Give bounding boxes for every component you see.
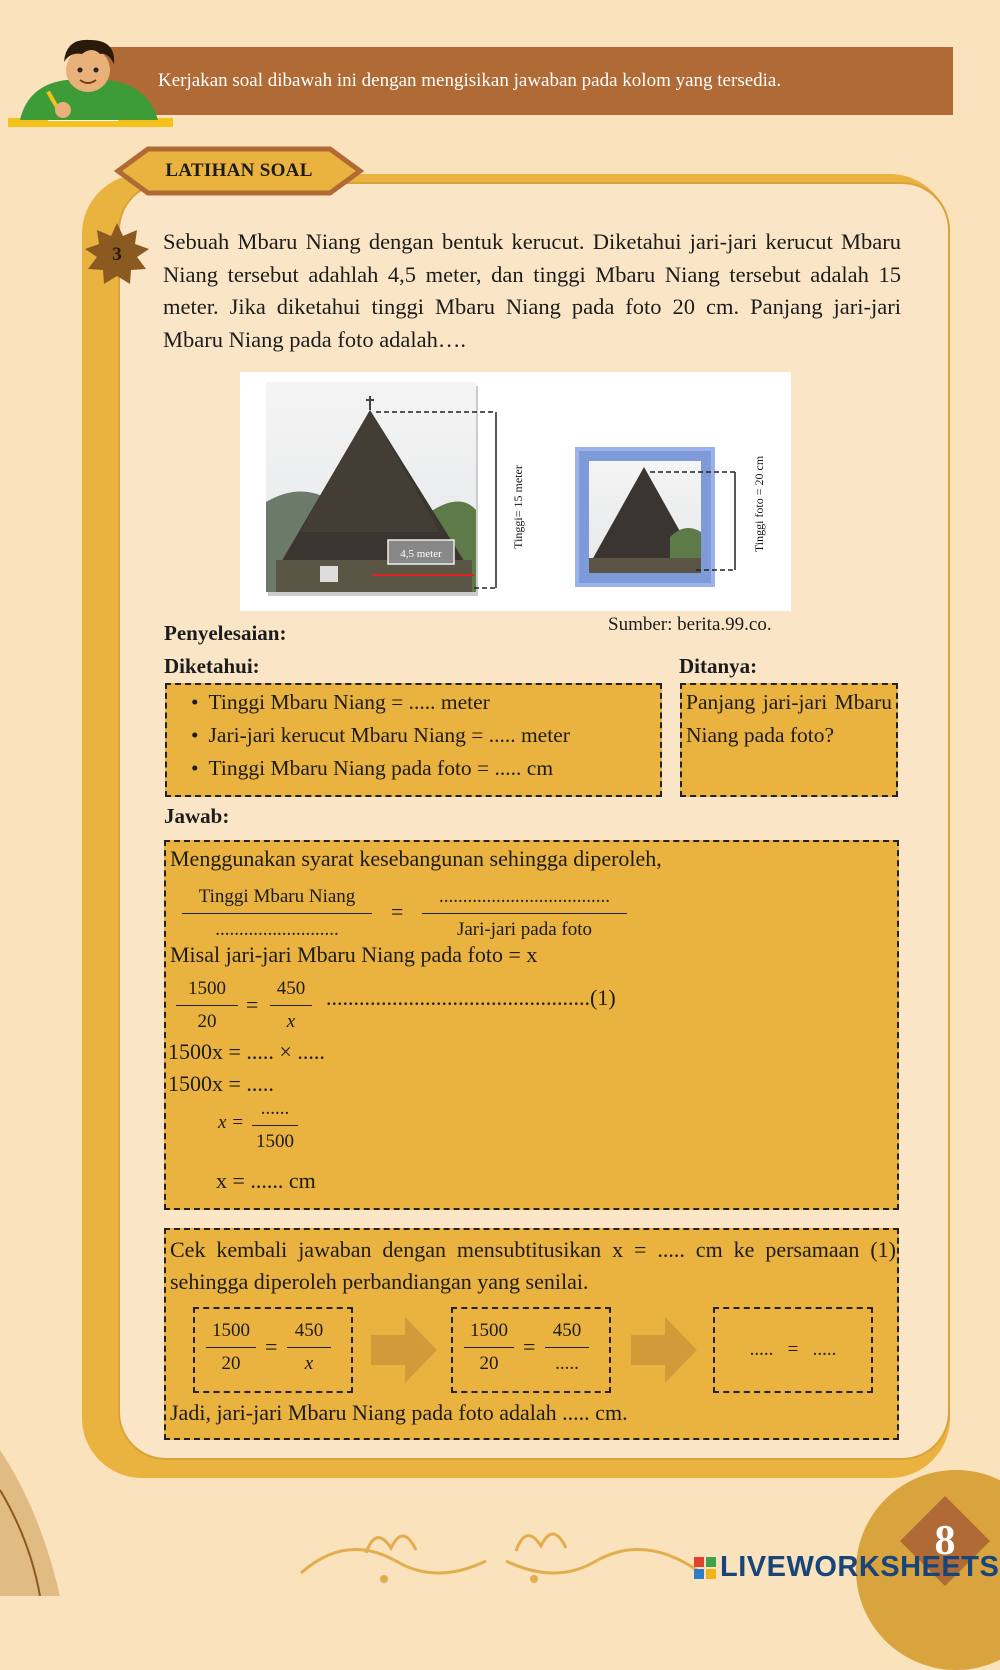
equals-sign: = [265, 1334, 278, 1359]
mbaru-niang-figure [240, 372, 791, 611]
answer-heading: Jawab: [164, 804, 230, 828]
fraction-450-blank: 450 ..... [545, 1318, 589, 1377]
step-1500x-value[interactable]: 1500x = ..... [168, 1071, 274, 1096]
fraction-450-x: 450 x [270, 976, 312, 1035]
fraction-450-x: 450 x [287, 1318, 331, 1377]
fraction-height-ratio: Tinggi Mbaru Niang .......................... [182, 884, 372, 943]
instruction-text: Kerjakan soal dibawah ini dengan mengisikan jawaban pada kolom yang tersedia. [158, 70, 782, 91]
section-label: LATIHAN SOAL [165, 160, 313, 181]
fraction-photo-ratio: .................................... Jari-jari pada foto [422, 884, 627, 943]
question-text: Sebuah Mbaru Niang dengan bentuk kerucut. Diketahui jari-jari kerucut Mbaru Niang tersebut adahlah 4,5 meter, dan tinggi Mbaru Niang tersebut adalah 15 meter. Jika diketahui tinggi Mbaru Niang pada foto 20 cm. Panjang jari-jari Mbaru Niang pada foto adalah…. [163, 229, 901, 352]
page-number: 8 [934, 1518, 956, 1564]
check-step-2 [451, 1307, 611, 1393]
known-item[interactable]: • Jari-jari kerucut Mbaru Niang = ..... meter [191, 719, 660, 752]
house-photo-large [266, 382, 478, 596]
equation-label-1: ................................................(1) [326, 985, 616, 1010]
check-result[interactable]: ..... = ..... [749, 1339, 837, 1360]
check-step-1 [193, 1307, 353, 1393]
radius-label: 4,5 meter [400, 548, 442, 560]
solution-heading: Penyelesaian: [164, 621, 287, 645]
asked-text: Panjang jari-jari Mbaru Niang pada foto? [686, 690, 892, 747]
check-intro: Cek kembali jawaban dengan mensubtitusikan x = ..... cm ke persamaan (1) sehingga diperoleh perbandiangan yang senilai. [170, 1237, 896, 1294]
asked-box [680, 683, 898, 797]
question-number: 3 [112, 244, 122, 265]
known-box [165, 683, 662, 797]
equals-sign: = [523, 1334, 536, 1359]
batik-corner-decoration [0, 1450, 60, 1596]
x-lhs: x = [218, 1112, 245, 1133]
check-step-3[interactable] [713, 1307, 873, 1393]
height-label: Tinggi= 15 meter [511, 465, 525, 549]
photo-height-label: Tinggi foto = 20 cm [752, 455, 766, 553]
fraction-1500-20: 1500 20 [464, 1318, 514, 1377]
arrow-right-icon [631, 1317, 697, 1383]
liveworksheets-logo-icon [694, 1557, 716, 1579]
result-x[interactable]: x = ...... cm [216, 1168, 316, 1193]
known-heading: Diketahui: [164, 654, 260, 678]
fraction-1500-20: 1500 20 [176, 976, 238, 1035]
fraction-x: ...... 1500 [252, 1096, 298, 1155]
arrow-right-icon [371, 1317, 437, 1383]
house-photo-small [575, 447, 715, 587]
ornament-decoration [296, 1523, 706, 1589]
student-writing-illustration [8, 30, 173, 132]
asked-heading: Ditanya: [679, 654, 758, 678]
fraction-1500-20: 1500 20 [206, 1318, 256, 1377]
conclusion-text[interactable]: Jadi, jari-jari Mbaru Niang pada foto adalah ..... cm. [170, 1400, 628, 1425]
answer-intro: Menggunakan syarat kesebangunan sehingga diperoleh, [170, 846, 662, 871]
brand-logo-text[interactable]: LIVEWORKSHEETS [720, 1551, 1000, 1583]
image-source: Sumber: berita.99.co. [608, 614, 772, 635]
known-item[interactable]: • Tinggi Mbaru Niang = ..... meter [191, 686, 660, 719]
known-item[interactable]: • Tinggi Mbaru Niang pada foto = ..... cm [191, 752, 660, 785]
equals-sign: = [246, 992, 259, 1017]
instruction-banner [100, 47, 953, 115]
misal-text: Misal jari-jari Mbaru Niang pada foto = x [170, 942, 538, 967]
equals-sign: = [391, 899, 404, 924]
answer-box [164, 840, 899, 1210]
check-box [164, 1228, 899, 1440]
step-1500x-product[interactable]: 1500x = ..... × ..... [168, 1039, 325, 1064]
